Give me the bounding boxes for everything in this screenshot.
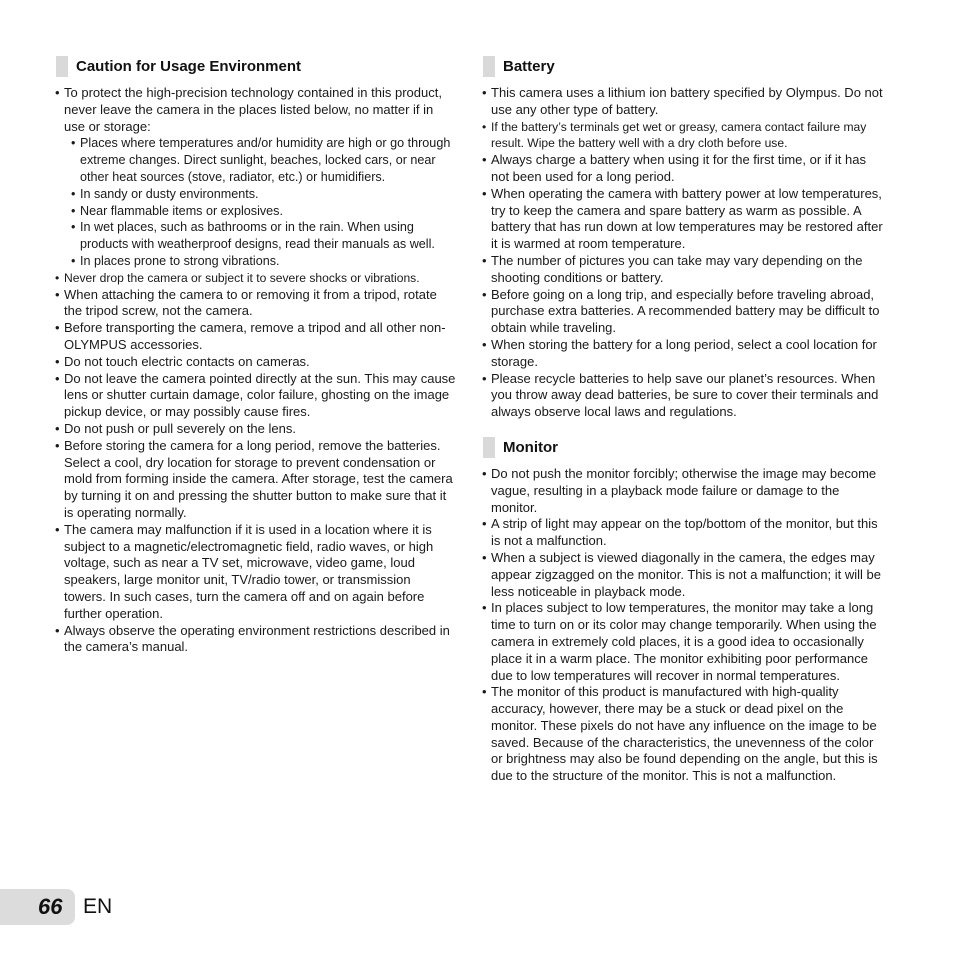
battery-title: Battery — [503, 58, 555, 75]
battery-list — [483, 85, 883, 421]
list-item: • Before going on a long trip, and especially before traveling abroad, purchase extra batteries. A recommended battery may be difficult to obtain while traveling. — [483, 287, 883, 337]
list-item: • When operating the camera with battery power at low temperatures, try to keep the camera and spare battery as warm as possible. A battery that has run down at low temperatures may be restored after it is warmed at room temperature. — [483, 186, 883, 253]
usage-environment-section — [56, 56, 456, 656]
sub-list-item: • Places where temperatures and/or humidity are high or go through extreme changes. Direct sunlight, beaches, locked cars, or near other heat sources (stove, radiator, etc.) or humidifiers. — [64, 135, 456, 185]
list-item: • When a subject is viewed diagonally in the camera, the edges may appear zigzagged on the monitor. This is not a malfunction; it will be less noticeable in playback mode. — [483, 550, 883, 600]
list-item: • The monitor of this product is manufactured with high-quality accuracy, however, there may be a stuck or dead pixel on the monitor. These pixels do not have any influence on the image to be saved. Because of the characteristics, the unevenness of the color or brightness may also be found depending on the angle, but this is due to the structure of the monitor. This is not a malfunction. — [483, 684, 883, 785]
list-item: • Do not push the monitor forcibly; otherwise the image may become vague, resulting in a playback mode failure or damage to the monitor. — [483, 466, 883, 516]
list-item: • Do not touch electric contacts on cameras. — [56, 354, 456, 371]
list-item: • A strip of light may appear on the top/bottom of the monitor, but this is not a malfunction. — [483, 516, 883, 550]
list-item: • The camera may malfunction if it is used in a location where it is subject to a magnetic/electromagnetic field, radio waves, or high voltage, such as near a TV set, microwave, video game, loud speakers, large monitor unit, TV/radio tower, or transmission towers. In such cases, turn the camera off and on again before further operation. — [56, 522, 456, 623]
monitor-section — [483, 437, 883, 785]
heading-marker — [483, 56, 495, 77]
list-item: • Do not push or pull severely on the lens. — [56, 421, 456, 438]
list-item: • When storing the battery for a long period, select a cool location for storage. — [483, 337, 883, 371]
list-item: • Always observe the operating environment restrictions described in the camera’s manual. — [56, 623, 456, 657]
battery-heading — [483, 56, 883, 77]
list-item: • Always charge a battery when using it for the first time, or if it has not been used for a long period. — [483, 152, 883, 186]
list-item: • Before transporting the camera, remove a tripod and all other non-OLYMPUS accessories. — [56, 320, 456, 354]
list-item: • This camera uses a lithium ion battery specified by Olympus. Do not use any other type of battery. — [483, 85, 883, 119]
monitor-title: Monitor — [503, 438, 558, 456]
language-code: EN — [83, 895, 113, 918]
heading-marker — [56, 56, 68, 77]
monitor-list — [483, 466, 883, 785]
sub-list-item: • Near flammable items or explosives. — [64, 203, 456, 220]
left-column — [56, 56, 456, 672]
places-sublist — [64, 135, 456, 269]
list-item: • Before storing the camera for a long period, remove the batteries. Select a cool, dry location for storage to prevent condensation or mold from forming inside the camera. After storage, test the camera by turning it on and pressing the shutter button to make sure that it is operating normally. — [56, 438, 456, 522]
list-item: • In places subject to low temperatures, the monitor may take a long time to turn on or its color may change temporarily. When using the camera in extremely cold places, it is a good idea to occasionally place it in a warm place. The monitor exhibiting poor performance due to low temperatures will recover in normal temperatures. — [483, 600, 883, 684]
sub-list-item: • In places prone to strong vibrations. — [64, 253, 456, 270]
list-item: • If the battery’s terminals get wet or greasy, camera contact failure may result. Wipe the battery well with a dry cloth before use. — [483, 119, 883, 153]
usage-environment-heading — [56, 56, 456, 77]
usage-environment-title: Caution for Usage Environment — [76, 58, 302, 75]
list-item: • Never drop the camera or subject it to severe shocks or vibrations. — [56, 270, 456, 287]
heading-marker — [483, 437, 495, 458]
list-item: • The number of pictures you can take may vary depending on the shooting conditions or battery. — [483, 253, 883, 287]
sub-list-item: • In sandy or dusty environments. — [64, 186, 456, 203]
right-column — [483, 56, 883, 801]
list-item: • Please recycle batteries to help save our planet’s resources. When you throw away dead batteries, be sure to cover their terminals and always observe local laws and regulations. — [483, 371, 883, 421]
list-item: • When attaching the camera to or removing it from a tripod, rotate the tripod screw, not the camera. — [56, 287, 456, 321]
list-item — [56, 85, 456, 270]
page-number: 66 — [38, 894, 63, 919]
usage-environment-list — [56, 85, 456, 656]
battery-section — [483, 56, 883, 421]
list-item: • Do not leave the camera pointed directly at the sun. This may cause lens or shutter curtain damage, color failure, ghosting on the image pickup device, or may possibly cause fires. — [56, 371, 456, 421]
intro-text: To protect the high-precision technology contained in this product, never leave the camera in the places listed below, no matter if in use or storage: — [64, 85, 442, 134]
sub-list-item: • In wet places, such as bathrooms or in the rain. When using products with weatherproof designs, read their manuals as well. — [64, 219, 456, 253]
monitor-heading — [483, 437, 883, 458]
